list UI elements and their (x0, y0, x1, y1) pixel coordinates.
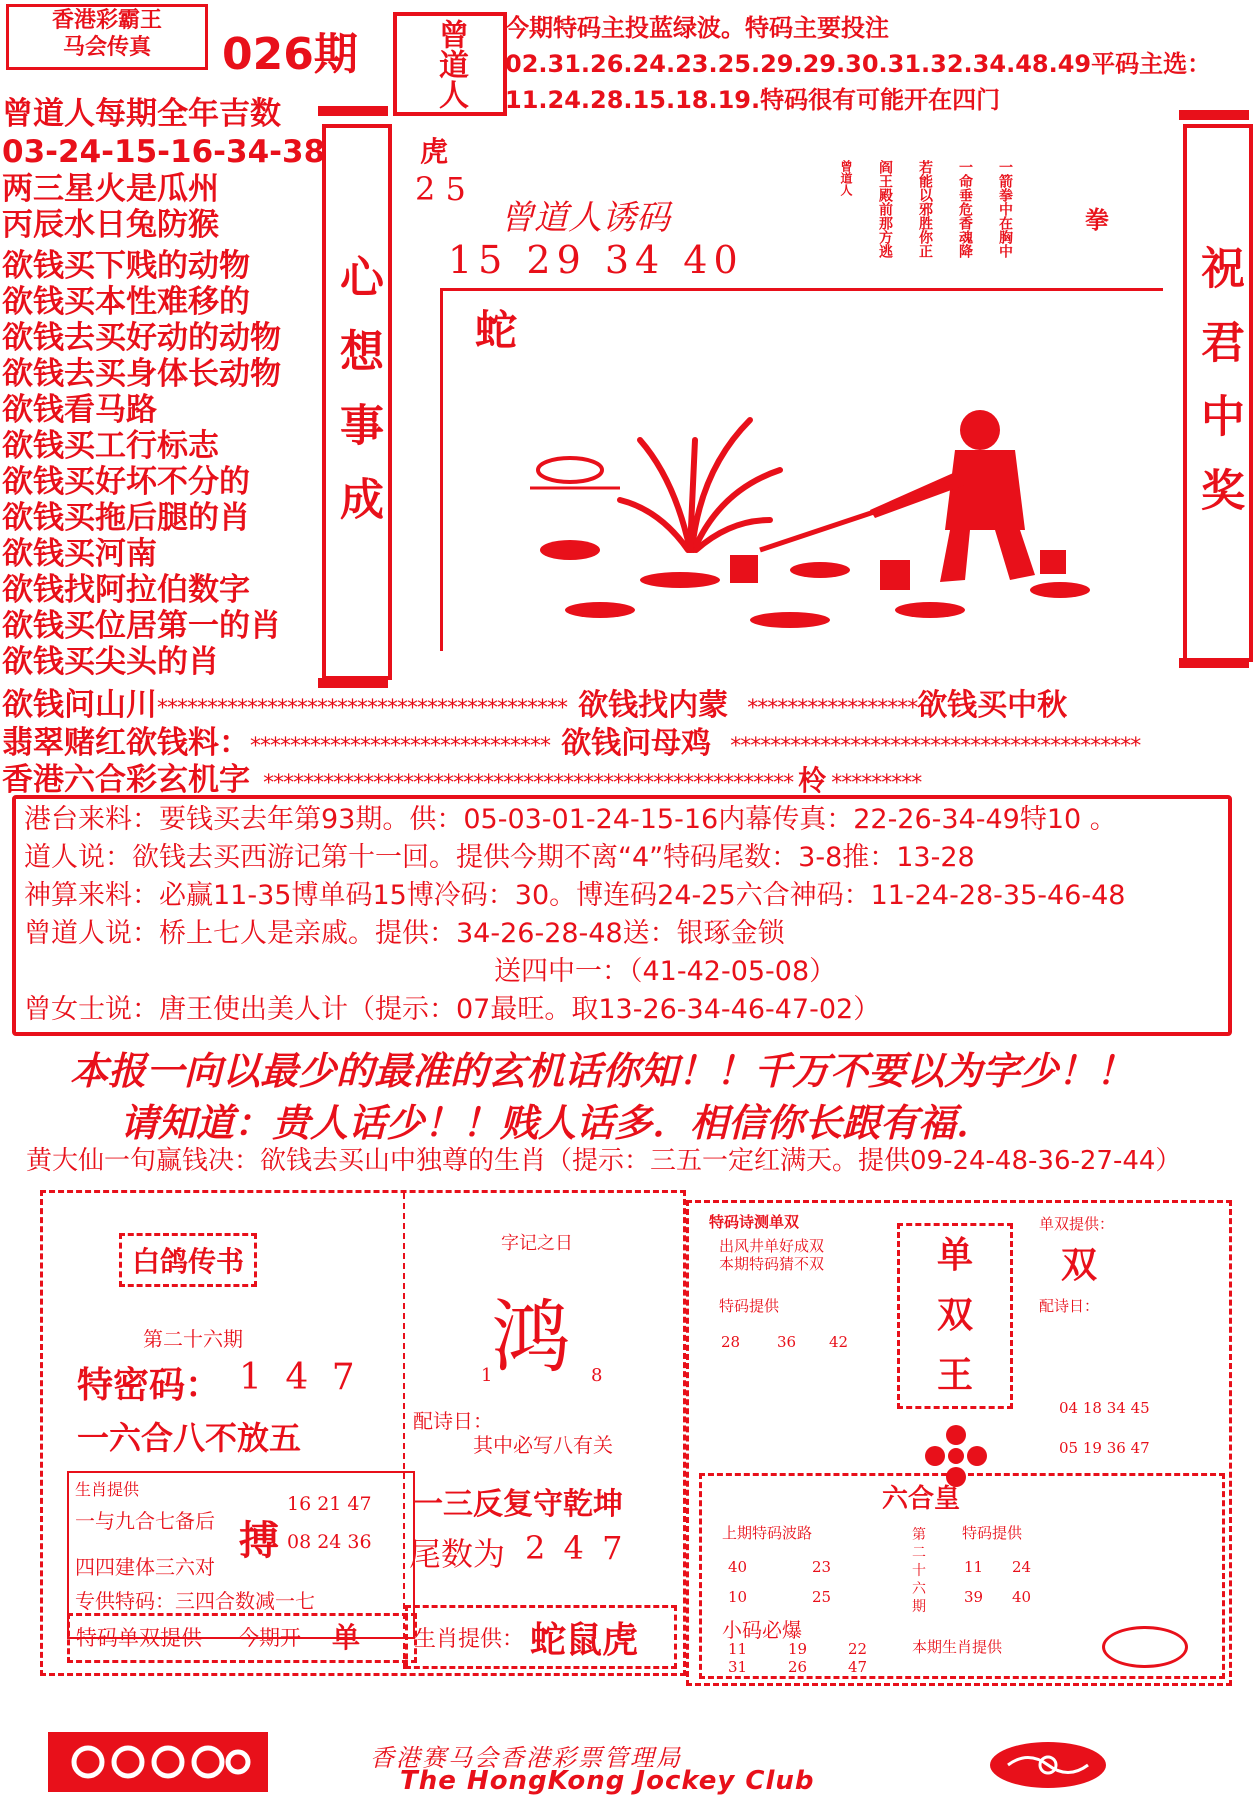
star-line-lead: 香港六合彩玄机字 (2, 762, 250, 798)
lucky-numbers: 03-24-15-16-34-38 (2, 134, 326, 170)
xiao-num: 31 (728, 1658, 748, 1676)
hint-item: 欲钱买下贱的动物 (2, 248, 250, 284)
daoren-badge-text: 曾道人 (433, 19, 468, 109)
no-five-phrase: 一六合八不放五 (77, 1419, 302, 1457)
lower-right-panel (686, 1200, 1232, 1686)
info-line: 送四中一：（41-42-05-08） (494, 956, 837, 987)
logo (6, 4, 208, 70)
hint-list (2, 248, 281, 680)
xiao-num: 47 (848, 1658, 868, 1676)
footer-chinese: 香港赛马会香港彩票管理局 (370, 1744, 682, 1772)
poem-test-title: 特码诗测单双 (709, 1213, 800, 1231)
xiao-num: 26 (788, 1658, 808, 1676)
shuang-char: 双 (1061, 1245, 1098, 1286)
tm-num: 40 (1012, 1588, 1032, 1606)
info-line: 曾女士说：唐王使出美人计（提示：07最旺。取13-26-34-46-47-02） (24, 994, 881, 1025)
footer-english: The HongKong Jockey Club (400, 1766, 815, 1796)
hint-item: 欲钱买河南 (2, 536, 157, 572)
vertical-poem (840, 160, 1012, 258)
supply-num: 36 (777, 1333, 797, 1351)
star-filler: ****************************** (250, 734, 550, 759)
bo-road-num: 23 (812, 1558, 832, 1576)
zodiac-label: 生肖提供 (75, 1480, 140, 1499)
hint-item: 欲钱找阿拉伯数字 (2, 572, 250, 608)
left-footer-logo (48, 1732, 268, 1792)
slogan-line: 本报一向以最少的最准的玄机话你知！！千万不要以为字少！！ (70, 1048, 1135, 1093)
snake-char: 蛇 (475, 306, 518, 355)
huang-daxian-line: 黄大仙一句赢钱决：欲钱去买山中独尊的生肖（提示：三五一定红满天。提供09-24-48-36-27-44） (26, 1146, 1182, 1176)
hint-item: 欲钱看马路 (2, 392, 157, 428)
mid-pei-label: 配诗日： (413, 1409, 493, 1433)
zodiac-line: 四四建体三六对 (75, 1555, 215, 1579)
info-box (12, 795, 1232, 1036)
star-line-tail: 柃 (798, 764, 827, 797)
right-scroll (1183, 124, 1253, 662)
star-line-lead: 欲钱问山川 (2, 687, 157, 723)
hint-item: 欲钱买本性难移的 (2, 284, 250, 320)
mid-sub-right: 8 (591, 1365, 603, 1386)
mid-top-label: 字记之日 (501, 1233, 573, 1254)
mid-zodiac-box (405, 1605, 677, 1669)
star-line-mid: 欲钱找内蒙 (578, 688, 729, 723)
poem-test-line: 本期特码猜不双 (719, 1255, 825, 1273)
star-filler: ********* (831, 771, 922, 796)
mid-big-char: 鸿 (491, 1291, 571, 1384)
shuang-title: 单双提供： (1039, 1215, 1115, 1233)
right-scroll-rod (1179, 110, 1249, 120)
issue-number: 026期 (222, 29, 358, 80)
poem-line-2: 丙辰水日兔防猴 (2, 207, 219, 243)
poem-col: 一命垂危香魂降 (957, 160, 973, 258)
mid-zodiac-label: 生肖提供： (414, 1627, 525, 1652)
bo-road-num: 40 (728, 1558, 748, 1576)
small-nums: 04 18 34 45 (1059, 1399, 1150, 1417)
zodiac-supply-label: 本期生肖提供 (912, 1638, 1003, 1656)
right-scroll-rod (1179, 658, 1249, 668)
xiao-label: 小码必爆 (722, 1618, 802, 1642)
info-line: 港台来料：要钱买去年第93期。供：05-03-01-24-15-16内幕传真：22-26-34-49特10 。 (24, 804, 1117, 835)
bo-nums: 08 24 36 (287, 1531, 372, 1553)
oval-stamp (1102, 1626, 1188, 1668)
xiao-num: 11 (728, 1640, 748, 1658)
xiao-num: 19 (788, 1640, 808, 1658)
xiao-num: 22 (848, 1640, 868, 1658)
mid-pei-line: 其中必写八有关 (473, 1433, 613, 1457)
lower-left-panel (40, 1190, 686, 1676)
liuhe-box (699, 1473, 1225, 1679)
tm-num: 39 (964, 1588, 984, 1606)
single-double-box (67, 1613, 417, 1663)
tm-num: 24 (1012, 1558, 1032, 1576)
pigeon-title: 白鸽传书 (119, 1233, 257, 1287)
small-nums: 05 19 36 47 (1059, 1439, 1150, 1457)
info-line: 神算来料：必赢11-35博单码15博冷码：30。博连码24-25六合神码：11-24-28-35-46-48 (24, 880, 1126, 911)
poem-col: 阎王殿前那方逃 (877, 160, 893, 258)
hint-item: 欲钱买位居第一的肖 (2, 608, 281, 644)
scroll-numbers: 15 29 34 40 (448, 238, 744, 282)
supply-num: 42 (829, 1333, 849, 1351)
star-line-1 (2, 679, 1252, 723)
farmer-illustration (460, 320, 1160, 650)
lower-left-issue: 第二十六期 (143, 1327, 243, 1351)
single-double-result: 单 (332, 1621, 361, 1654)
shuang-pei: 配诗日： (1039, 1297, 1100, 1315)
right-footer-logo (988, 1740, 1108, 1790)
special-value: 1 4 7 (239, 1357, 361, 1398)
poem-side-char: 拳 (1085, 206, 1109, 234)
liuhe-issue: 第二十六期 (912, 1527, 926, 1615)
supply-num: 28 (721, 1333, 741, 1351)
scroll-picture (400, 120, 1170, 660)
bo-nums: 16 21 47 (287, 1493, 372, 1515)
bo-road-label: 上期特码波路 (722, 1524, 813, 1542)
mid-tail-label: 尾数为 (409, 1535, 506, 1573)
poem-col: 若能以邪胜你正 (917, 160, 933, 258)
star-line-mid: 欲钱问母鸡 (561, 726, 712, 761)
single-double-value: 今期开 (238, 1626, 301, 1650)
mid-zodiac-value: 蛇鼠虎 (530, 1619, 639, 1661)
star-filler: ***************************************** (730, 734, 1141, 759)
star-filler: ***************** (747, 696, 918, 721)
poem-signature: 曾道人 (839, 160, 853, 196)
right-scroll-title: 祝君中奖 (1193, 245, 1244, 541)
mid-tail-value: 2 4 7 (525, 1529, 627, 1567)
info-line: 道人说：欲钱去买西游记第十一回。提供今期不离“4”特码尾数：3-8推：13-28 (24, 842, 975, 873)
king-box (897, 1223, 1013, 1409)
liuhe-title: 六合皇 (882, 1484, 961, 1514)
hint-item: 欲钱去买身体长动物 (2, 356, 281, 392)
special-label: 特密码： (77, 1364, 222, 1406)
poem-line-1: 两三星火是瓜州 (2, 171, 219, 207)
zodiac-line: 专供特码：三四合数减一七 (75, 1589, 315, 1613)
top-notice: 今期特码主投蓝绿波。特码主要投注02.31.26.24.23.25.29.29.30.31.32.34.48.49平码主选：11.24.28.15.18.19.特码很有可能开在四门 (505, 14, 1212, 114)
bo-char: 搏 (239, 1517, 279, 1564)
hint-item: 欲钱买尖头的肖 (2, 644, 219, 680)
star-line-3 (2, 754, 1252, 798)
left-scroll (322, 124, 392, 680)
daoren-badge (393, 12, 507, 116)
mid-column-box (403, 1193, 683, 1669)
supply-label: 特码提供 (719, 1297, 780, 1315)
scroll-caption: 曾道人诱码 (500, 198, 670, 238)
slogan-line: 请知道：贵人话少！！贱人话多．相信你长跟有福． (120, 1100, 995, 1145)
tm-label: 特码提供 (962, 1524, 1023, 1542)
info-line: 曾道人说：桥上七人是亲戚。提供：34-26-28-48送：银琢金锁 (24, 918, 785, 949)
star-line-tail: 欲钱买中秋 (917, 688, 1068, 723)
poem-col: 一箭拳中在胸中 (997, 160, 1013, 258)
tm-num: 11 (964, 1558, 984, 1576)
logo-top-text: 香港彩霸王 (51, 8, 162, 33)
bo-road-num: 25 (812, 1588, 832, 1606)
left-scroll-title: 心想事成 (332, 254, 383, 550)
hint-item: 欲钱买拖后腿的肖 (2, 500, 250, 536)
star-filler: ***************************************** (157, 696, 567, 721)
hint-item: 欲钱去买好动的动物 (2, 320, 281, 356)
hint-item: 欲钱买工行标志 (2, 428, 219, 464)
poem-test-line: 出风井单好成双 (719, 1237, 825, 1255)
mid-verse: 一三反复守乾坤 (413, 1487, 623, 1522)
star-line-lead: 翡翠赌红欲钱料： (2, 725, 250, 761)
star-line-2 (2, 717, 1252, 761)
tiger-char: 虎 (420, 135, 449, 168)
left-scroll-rod (318, 106, 388, 116)
king-char: 王 (936, 1355, 973, 1396)
star-filler: ***************************************************** (263, 771, 794, 796)
hint-item: 欲钱买好坏不分的 (2, 464, 250, 500)
top-number: 2 5 (415, 170, 466, 208)
king-char: 双 (936, 1295, 973, 1336)
king-char: 单 (936, 1235, 973, 1276)
single-double-label: 特码单双提供 (76, 1626, 202, 1650)
lucky-title: 曾道人每期全年吉数 (2, 96, 281, 132)
mid-sub-left: 1 (481, 1365, 493, 1386)
zodiac-line: 一与九合七备后 (75, 1509, 215, 1533)
bo-road-num: 10 (728, 1588, 748, 1606)
logo-bottom-text: 马会传真 (62, 35, 151, 60)
